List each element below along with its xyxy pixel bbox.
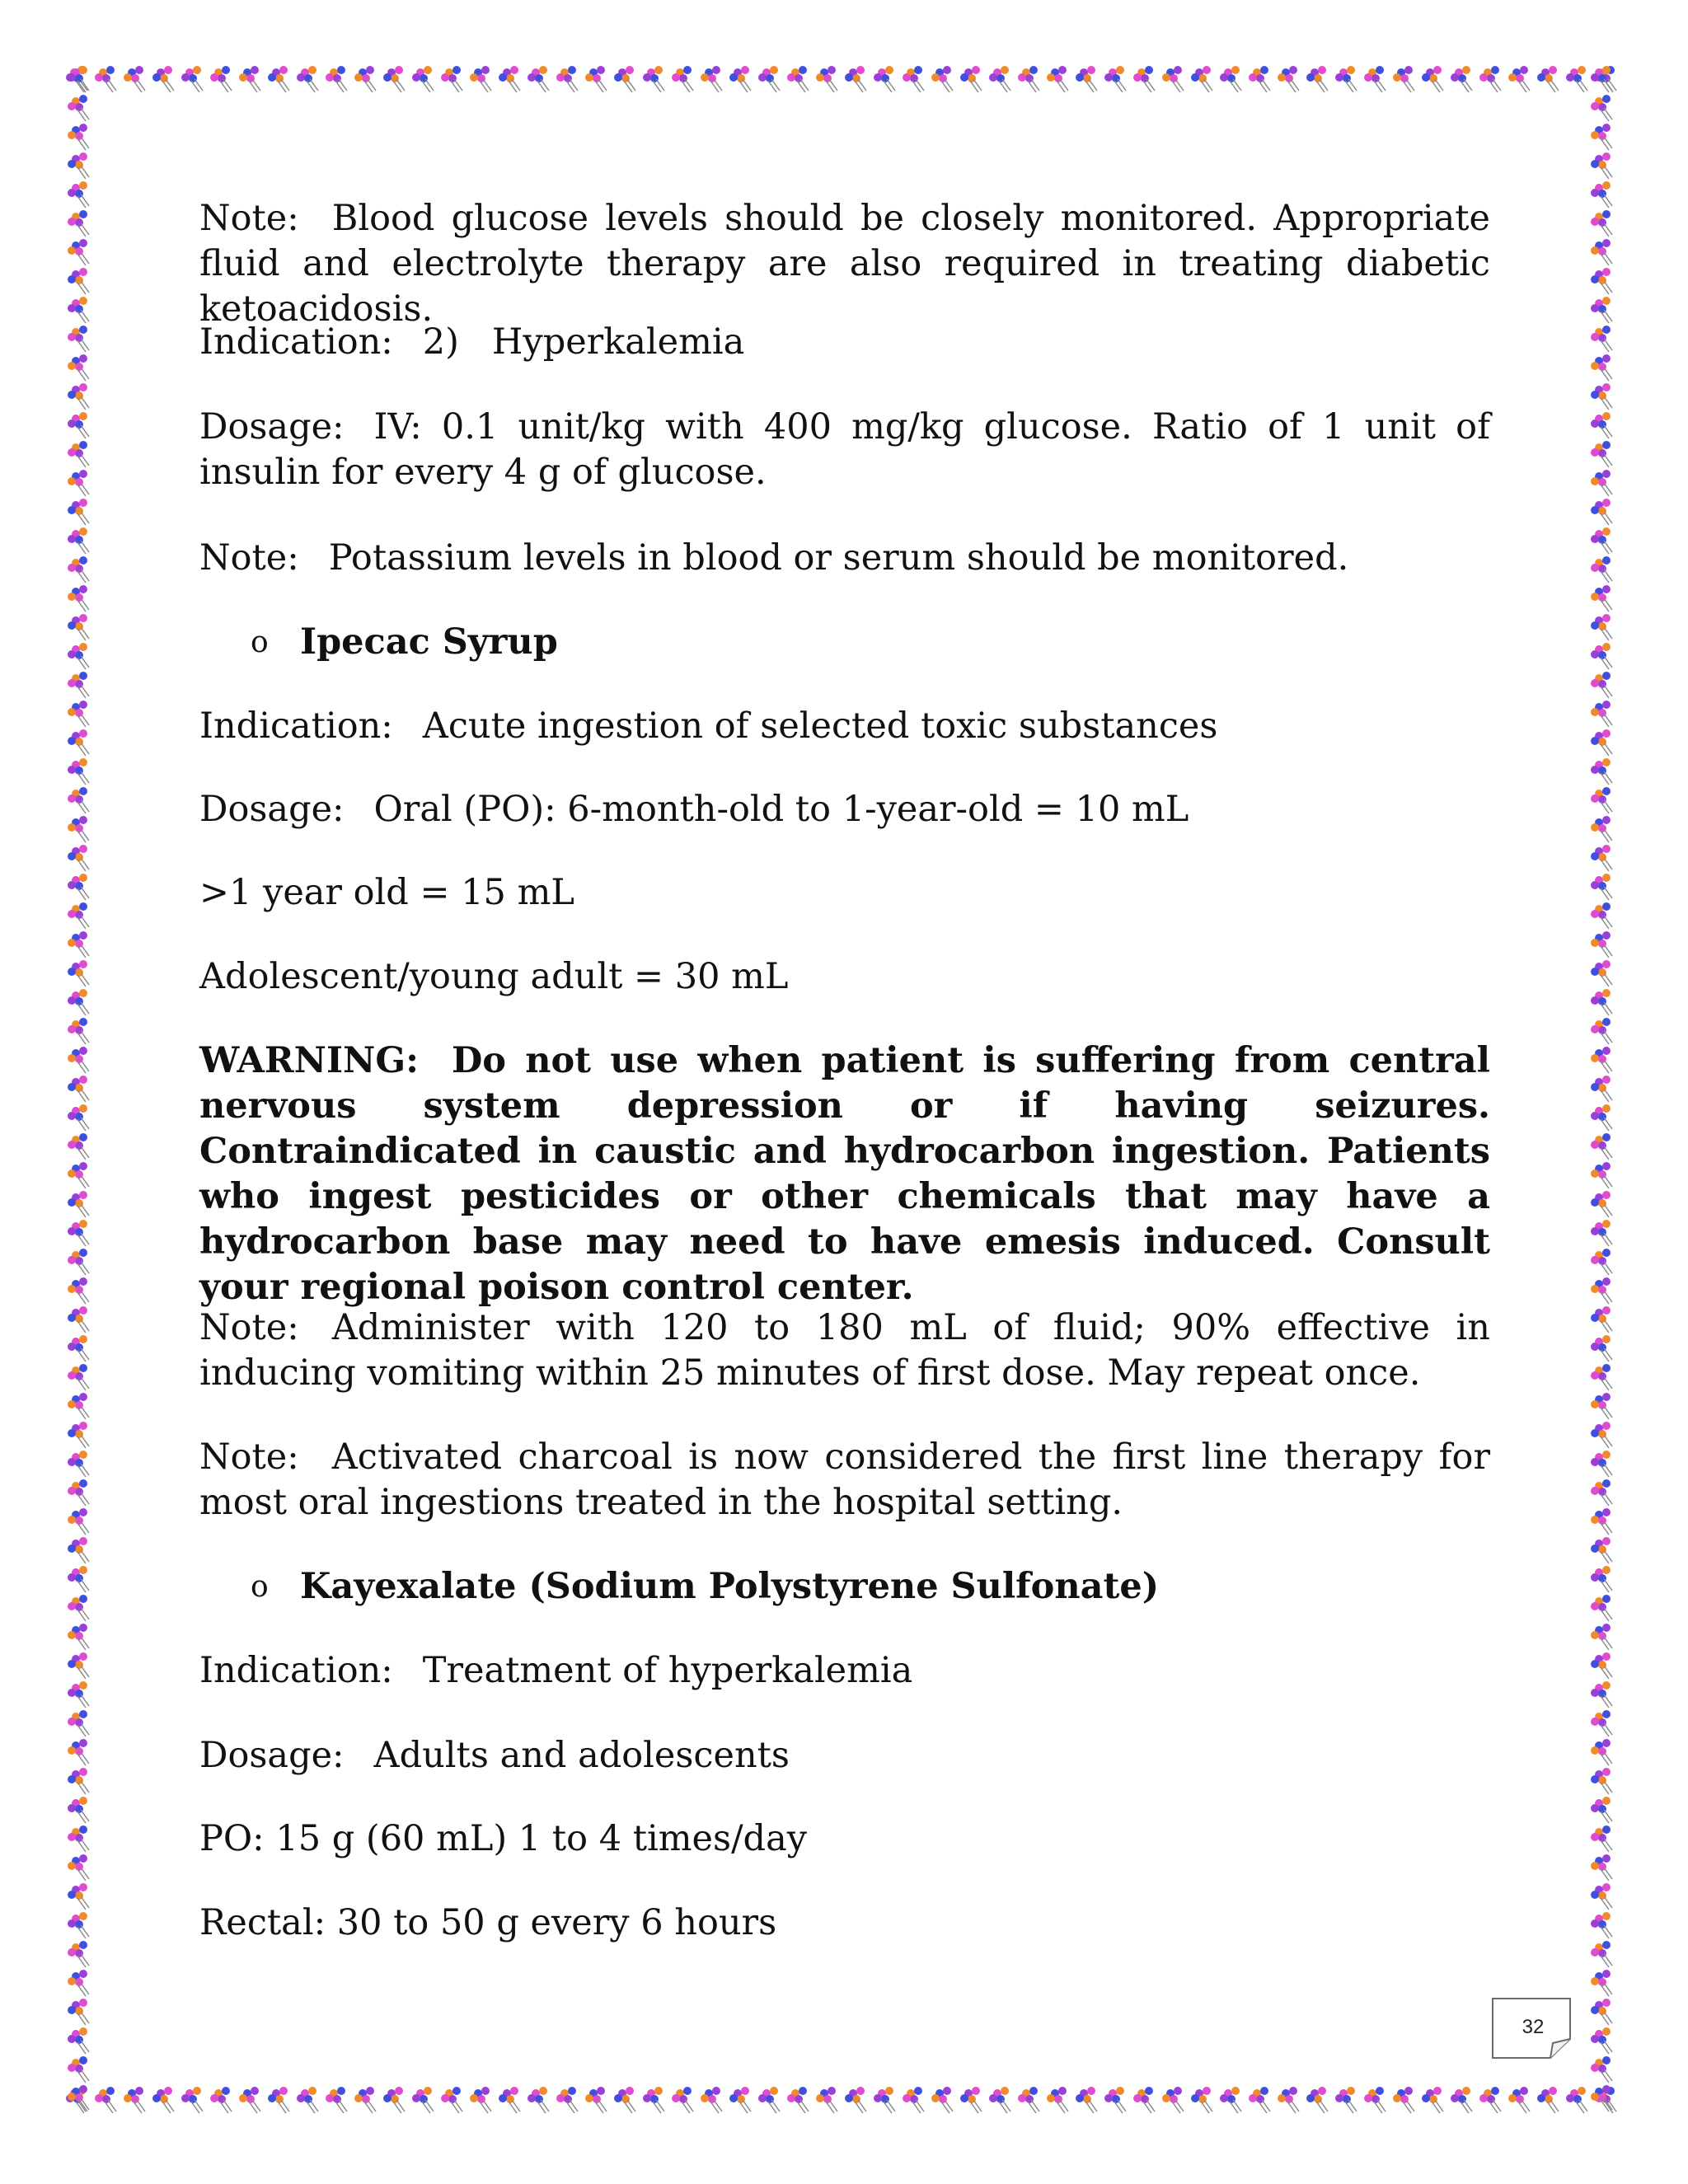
balloon-icon [1591, 729, 1612, 756]
balloon-icon [1591, 1364, 1612, 1390]
balloon-icon [1591, 1941, 1612, 1967]
balloon-icon [1191, 2087, 1212, 2113]
balloon-icon [412, 2087, 434, 2113]
balloon-icon [1335, 2087, 1357, 2113]
balloon-icon [297, 66, 318, 92]
balloon-icon [729, 2087, 751, 2113]
balloon-icon [1591, 1220, 1612, 1246]
dosage-paragraph [199, 405, 1490, 495]
decorative-border-top [64, 64, 1622, 99]
balloon-icon [1591, 1739, 1612, 1765]
balloon-icon [68, 354, 89, 381]
balloon-icon [68, 268, 89, 294]
balloon-icon [1591, 614, 1612, 640]
indication-text: Treatment of hyperkalemia [422, 1650, 913, 1691]
balloon-icon [1591, 268, 1612, 294]
balloon-icon [1591, 1306, 1612, 1333]
balloon-icon [1591, 1018, 1612, 1044]
balloon-icon [1591, 1335, 1612, 1361]
balloon-icon [1508, 2087, 1530, 2113]
balloon-icon [68, 383, 89, 410]
balloon-icon [68, 614, 89, 640]
balloon-icon [68, 931, 89, 958]
balloon-icon [1591, 672, 1612, 698]
balloon-icon [1076, 2087, 1097, 2113]
balloon-icon [68, 1047, 89, 1073]
balloon-icon [1591, 470, 1612, 496]
balloon-icon [68, 1710, 89, 1736]
balloon-icon [1220, 2087, 1241, 2113]
balloon-icon [1591, 124, 1612, 150]
balloon-icon [1306, 66, 1328, 92]
balloon-icon [499, 2087, 520, 2113]
balloon-icon [1591, 1451, 1612, 1477]
balloon-icon [1479, 2087, 1501, 2113]
balloon-icon [1278, 66, 1299, 92]
balloon-icon [1591, 1970, 1612, 1996]
balloon-icon [1422, 2087, 1443, 2113]
balloon-icon [1508, 66, 1530, 92]
balloon-icon [614, 66, 635, 92]
balloon-icon [68, 1133, 89, 1160]
note-paragraph [199, 196, 1490, 332]
balloon-icon [1104, 2087, 1126, 2113]
balloon-icon [816, 2087, 837, 2113]
indication-label: Indication: [199, 705, 393, 747]
balloon-icon [672, 2087, 693, 2113]
balloon-icon [960, 2087, 982, 2113]
balloon-icon [68, 470, 89, 496]
balloon-icon [1133, 2087, 1155, 2113]
balloon-icon [1591, 527, 1612, 554]
indication-number: 2) [422, 321, 459, 363]
balloon-icon [1591, 989, 1612, 1015]
balloon-icon [68, 239, 89, 265]
balloon-icon [68, 1018, 89, 1044]
balloon-icon [68, 585, 89, 612]
balloon-icon [1591, 556, 1612, 583]
balloon-icon [68, 1249, 89, 1275]
balloon-icon [68, 556, 89, 583]
balloon-icon [672, 66, 693, 92]
balloon-icon [1591, 1624, 1612, 1650]
balloon-icon [845, 66, 866, 92]
balloon-icon [528, 2087, 549, 2113]
balloon-icon [68, 1479, 89, 1506]
balloon-icon [931, 66, 953, 92]
note-paragraph [199, 1435, 1490, 1526]
dosage-line: PO: 15 g (60 mL) 1 to 4 times/day [199, 1818, 808, 1859]
balloon-icon [68, 874, 89, 900]
balloon-icon [1591, 1508, 1612, 1535]
balloon-icon [1104, 66, 1126, 92]
balloon-icon [68, 95, 89, 121]
balloon-icon [68, 1768, 89, 1794]
balloon-icon [441, 66, 462, 92]
balloon-icon [1591, 1710, 1612, 1736]
balloon-icon [1591, 585, 1612, 612]
dosage-label: Dosage: [199, 1735, 345, 1776]
balloon-icon [1591, 816, 1612, 842]
balloon-icon [874, 66, 895, 92]
balloon-icon [816, 66, 837, 92]
balloon-icon [903, 66, 924, 92]
page-number-box [1492, 1998, 1571, 2059]
balloon-icon [585, 2087, 607, 2113]
balloon-icon [1249, 2087, 1270, 2113]
balloon-icon [1047, 66, 1068, 92]
balloon-icon [1591, 66, 1612, 92]
balloon-icon [124, 66, 145, 92]
balloon-icon [68, 66, 89, 92]
page-number: 32 [1522, 2016, 1545, 2038]
balloon-icon [1591, 1479, 1612, 1506]
note-paragraph [199, 536, 1490, 581]
balloon-icon [1591, 95, 1612, 121]
balloon-icon [68, 1306, 89, 1333]
balloon-icon [68, 758, 89, 785]
dosage-line: Adolescent/young adult = 30 mL [199, 956, 789, 997]
balloon-icon [152, 66, 174, 92]
balloon-icon [874, 2087, 895, 2113]
balloon-icon [1591, 383, 1612, 410]
note-paragraph [199, 1305, 1490, 1396]
balloon-icon [68, 1854, 89, 1881]
section-heading-ipecac [251, 620, 558, 665]
balloon-icon [1591, 297, 1612, 323]
note-text: Activated charcoal is now considered the first line therapy for most oral ingestions treated in the hospital setting. [199, 1436, 1490, 1523]
balloon-icon [68, 1912, 89, 1938]
balloon-icon [1393, 2087, 1414, 2113]
balloon-icon [1306, 2087, 1328, 2113]
balloon-icon [239, 2087, 260, 2113]
balloon-icon [441, 2087, 462, 2113]
balloon-icon [68, 499, 89, 525]
balloon-icon [556, 66, 578, 92]
balloon-icon [1591, 1277, 1612, 1304]
balloon-icon [1591, 960, 1612, 987]
balloon-icon [181, 66, 203, 92]
balloon-icon [1591, 787, 1612, 813]
balloon-icon [68, 1595, 89, 1621]
balloon-icon [68, 1652, 89, 1679]
balloon-icon [68, 989, 89, 1015]
balloon-icon [68, 1970, 89, 1996]
decorative-border-bottom [64, 2085, 1622, 2120]
balloon-icon [68, 441, 89, 467]
heading-text: Kayexalate (Sodium Polystyrene Sulfonate) [300, 1566, 1160, 1607]
balloon-icon [1591, 701, 1612, 727]
balloon-icon [268, 66, 289, 92]
balloon-icon [1537, 66, 1559, 92]
balloon-icon [470, 66, 491, 92]
balloon-icon [1191, 66, 1212, 92]
dosage-text: Adults and adolescents [373, 1735, 790, 1776]
balloon-icon [1133, 66, 1155, 92]
indication-paragraph [199, 704, 1490, 749]
balloon-icon [1249, 66, 1270, 92]
balloon-icon [1591, 758, 1612, 785]
balloon-icon [68, 845, 89, 871]
balloon-icon [1591, 1422, 1612, 1448]
balloon-icon [1018, 2087, 1039, 2113]
balloon-icon [701, 2087, 722, 2113]
note-label: Note: [199, 1436, 299, 1478]
balloon-icon [68, 1191, 89, 1217]
balloon-icon [1591, 1191, 1612, 1217]
indication-text: Acute ingestion of selected toxic substances [422, 705, 1218, 747]
balloon-icon [1591, 2027, 1612, 2054]
balloon-icon [1591, 1825, 1612, 1852]
balloon-icon [354, 66, 376, 92]
dosage-label: Dosage: [199, 406, 345, 448]
note-label: Note: [199, 537, 299, 579]
balloon-icon [1566, 66, 1587, 92]
balloon-icon [1591, 1104, 1612, 1131]
dosage-paragraph [199, 787, 1490, 832]
balloon-icon [268, 2087, 289, 2113]
dosage-text: IV: 0.1 unit/kg with 400 mg/kg glucose. Ratio of 1 unit of insulin for every 4 g of glucose. [199, 406, 1490, 493]
balloon-icon [412, 66, 434, 92]
balloon-icon [643, 66, 664, 92]
balloon-icon [68, 2027, 89, 2054]
balloon-icon [68, 672, 89, 698]
balloon-icon [210, 66, 232, 92]
balloon-icon [1591, 1162, 1612, 1188]
balloon-icon [68, 787, 89, 813]
balloon-icon [1591, 1595, 1612, 1621]
balloon-icon [68, 326, 89, 352]
balloon-icon [68, 701, 89, 727]
balloon-icon [758, 2087, 780, 2113]
balloon-icon [556, 2087, 578, 2113]
balloon-icon [354, 2087, 376, 2113]
balloon-icon [903, 2087, 924, 2113]
balloon-icon [1076, 66, 1097, 92]
balloon-icon [1591, 1133, 1612, 1160]
balloon-icon [68, 1076, 89, 1102]
balloon-icon [989, 2087, 1010, 2113]
balloon-icon [1591, 1912, 1612, 1938]
balloon-icon [68, 1566, 89, 1592]
balloon-icon [152, 2087, 174, 2113]
balloon-icon [1591, 931, 1612, 958]
balloon-icon [960, 66, 982, 92]
balloon-icon [68, 2085, 89, 2111]
balloon-icon [326, 66, 347, 92]
balloon-icon [68, 1797, 89, 1823]
balloon-icon [68, 1335, 89, 1361]
balloon-icon [1162, 2087, 1184, 2113]
balloon-icon [68, 1883, 89, 1910]
decorative-border-right [1587, 64, 1622, 2120]
balloon-icon [1591, 441, 1612, 467]
balloon-icon [68, 124, 89, 150]
balloon-icon [124, 2087, 145, 2113]
balloon-icon [1591, 845, 1612, 871]
balloon-icon [1422, 66, 1443, 92]
indication-label: Indication: [199, 321, 393, 363]
bullet-icon: o [251, 626, 269, 659]
balloon-icon [68, 1220, 89, 1246]
balloon-icon [68, 1537, 89, 1563]
balloon-icon [1047, 2087, 1068, 2113]
balloon-icon [1591, 326, 1612, 352]
decorative-border-left [64, 64, 99, 2120]
heading-text: Ipecac Syrup [300, 621, 558, 663]
balloon-icon [701, 66, 722, 92]
dosage-line: >1 year old = 15 mL [199, 872, 574, 913]
balloon-icon [614, 2087, 635, 2113]
dosage-paragraph [199, 1733, 1490, 1779]
balloon-icon [68, 1451, 89, 1477]
indication-label: Indication: [199, 1650, 393, 1691]
balloon-icon [585, 66, 607, 92]
balloon-icon [68, 2056, 89, 2083]
balloon-icon [1451, 2087, 1472, 2113]
warning-text: Do not use when patient is suffering from central nervous system depression or if having seizures. Contraindicated in caustic and hydrocarbon ingestion. Patients who ingest pesticides or other chemicals that may have a hydrocarbon base may need to have emesis induced. Consult your regional poison control center. [199, 1040, 1490, 1308]
balloon-icon [68, 960, 89, 987]
balloon-icon [1566, 2087, 1587, 2113]
balloon-icon [181, 2087, 203, 2113]
dosage-label: Dosage: [199, 789, 345, 830]
warning-paragraph [199, 1038, 1490, 1310]
balloon-icon [1591, 902, 1612, 929]
balloon-icon [845, 2087, 866, 2113]
balloon-icon [1591, 1652, 1612, 1679]
balloon-icon [499, 66, 520, 92]
balloon-icon [68, 1104, 89, 1131]
balloon-icon [297, 2087, 318, 2113]
balloon-icon [1591, 1249, 1612, 1275]
balloon-icon [68, 181, 89, 208]
indication-paragraph [199, 1648, 1490, 1694]
balloon-icon [1591, 1047, 1612, 1073]
balloon-icon [1278, 2087, 1299, 2113]
balloon-icon [1591, 874, 1612, 900]
balloon-icon [1591, 1999, 1612, 2025]
balloon-icon [326, 2087, 347, 2113]
warning-label: WARNING: [199, 1040, 419, 1081]
balloon-icon [1591, 499, 1612, 525]
note-text: Blood glucose levels should be closely monitored. Appropriate fluid and electrolyte therapy are also required in treating diabetic ketoacidosis. [199, 198, 1490, 330]
balloon-icon [68, 816, 89, 842]
balloon-icon [1591, 412, 1612, 438]
note-label: Note: [199, 198, 299, 239]
balloon-icon [68, 412, 89, 438]
dosage-line: Rectal: 30 to 50 g every 6 hours [199, 1902, 777, 1943]
balloon-icon [1591, 354, 1612, 381]
balloon-icon [1479, 66, 1501, 92]
balloon-icon [1591, 643, 1612, 669]
balloon-icon [1364, 66, 1386, 92]
balloon-icon [68, 1508, 89, 1535]
balloon-icon [1162, 66, 1184, 92]
balloon-icon [68, 1999, 89, 2025]
balloon-icon [1591, 181, 1612, 208]
section-heading-kayexalate [251, 1564, 1159, 1610]
balloon-icon [1591, 1768, 1612, 1794]
balloon-icon [68, 1825, 89, 1852]
balloon-icon [68, 210, 89, 237]
balloon-icon [1591, 2056, 1612, 2083]
balloon-icon [1591, 1681, 1612, 1708]
balloon-icon [68, 1364, 89, 1390]
balloon-icon [1591, 2085, 1612, 2111]
balloon-icon [1591, 1883, 1612, 1910]
balloon-icon [68, 643, 89, 669]
balloon-icon [1591, 1537, 1612, 1563]
balloon-icon [68, 902, 89, 929]
balloon-icon [68, 1681, 89, 1708]
balloon-icon [1335, 66, 1357, 92]
note-label: Note: [199, 1307, 299, 1348]
balloon-icon [470, 2087, 491, 2113]
indication-paragraph [199, 320, 1490, 365]
balloon-icon [1591, 1797, 1612, 1823]
balloon-icon [1591, 210, 1612, 237]
balloon-icon [643, 2087, 664, 2113]
balloon-icon [1537, 2087, 1559, 2113]
balloon-icon [68, 1162, 89, 1188]
balloon-icon [68, 1739, 89, 1765]
balloon-icon [1591, 239, 1612, 265]
balloon-icon [1591, 1566, 1612, 1592]
balloon-icon [729, 66, 751, 92]
balloon-icon [1451, 66, 1472, 92]
balloon-icon [1364, 2087, 1386, 2113]
balloon-icon [68, 1941, 89, 1967]
balloon-icon [1591, 1076, 1612, 1102]
balloon-icon [758, 66, 780, 92]
balloon-icon [68, 1624, 89, 1650]
balloon-icon [68, 1422, 89, 1448]
balloon-icon [239, 66, 260, 92]
balloon-icon [1591, 152, 1612, 179]
balloon-icon [1591, 1393, 1612, 1419]
balloon-icon [1591, 1854, 1612, 1881]
balloon-icon [68, 152, 89, 179]
balloon-icon [1018, 66, 1039, 92]
dosage-text: Oral (PO): 6-month-old to 1-year-old = 10 mL [373, 789, 1189, 830]
balloon-icon [68, 297, 89, 323]
balloon-icon [68, 527, 89, 554]
balloon-icon [383, 66, 405, 92]
balloon-icon [68, 729, 89, 756]
balloon-icon [989, 66, 1010, 92]
balloon-icon [787, 66, 809, 92]
indication-text: Hyperkalemia [491, 321, 745, 363]
bullet-icon: o [251, 1570, 269, 1604]
balloon-icon [68, 1277, 89, 1304]
balloon-icon [787, 2087, 809, 2113]
balloon-icon [68, 1393, 89, 1419]
note-text: Administer with 120 to 180 mL of fluid; 90% effective in inducing vomiting within 25 minutes of first dose. May repeat once. [199, 1307, 1490, 1394]
balloon-icon [1393, 66, 1414, 92]
balloon-icon [931, 2087, 953, 2113]
balloon-icon [210, 2087, 232, 2113]
balloon-icon [1220, 66, 1241, 92]
balloon-icon [383, 2087, 405, 2113]
note-text: Potassium levels in blood or serum should be monitored. [328, 537, 1349, 579]
balloon-icon [528, 66, 549, 92]
